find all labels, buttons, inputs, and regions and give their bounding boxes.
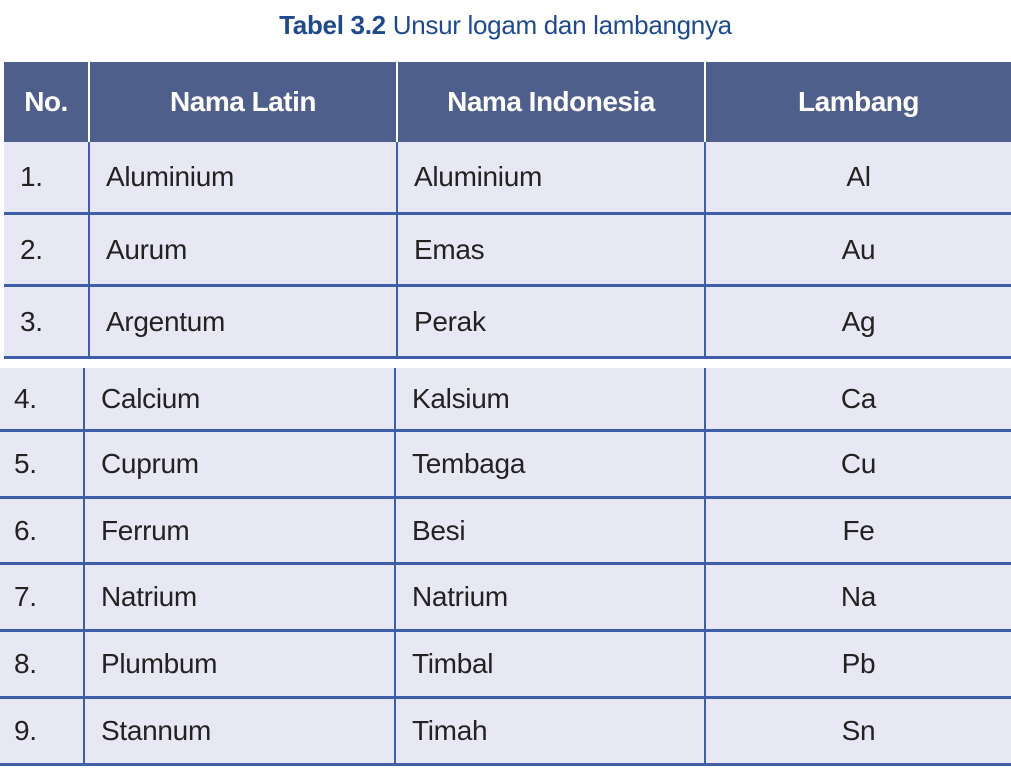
cell-nama-indonesia: Natrium — [396, 565, 706, 629]
cell-nama-latin: Stannum — [85, 699, 396, 763]
cell-nama-latin: Argentum — [90, 287, 398, 356]
table-caption-text: Unsur logam dan lambangnya — [392, 10, 732, 40]
table-row — [4, 287, 1011, 359]
cell-nama-indonesia: Timbal — [396, 632, 706, 696]
header-nama-latin: Nama Latin — [90, 62, 398, 142]
cell-nama-latin: Aurum — [90, 215, 398, 284]
cell-nama-latin: Plumbum — [85, 632, 396, 696]
cell-nama-indonesia: Perak — [398, 287, 706, 356]
cell-lambang: Pb — [841, 648, 876, 679]
table-body-lower — [0, 368, 1011, 766]
cell-lambang: Fe — [842, 514, 875, 546]
cell-lambang: Cu — [840, 448, 877, 479]
cell-nama-indonesia: Besi — [396, 499, 706, 562]
table-row — [4, 215, 1011, 287]
cell-lambang: Ca — [840, 382, 877, 414]
table-caption-label: Tabel 3.2 — [279, 10, 386, 40]
cell-nama-indonesia: Aluminium — [398, 142, 706, 212]
cell-no: 7. — [0, 565, 85, 629]
table-row — [0, 632, 1011, 699]
header-nama-indonesia: Nama Indonesia — [398, 62, 706, 142]
cell-no: 2. — [4, 215, 90, 284]
cell-nama-latin: Cuprum — [85, 432, 396, 496]
cell-nama-latin: Natrium — [85, 565, 396, 629]
cell-nama-indonesia: Kalsium — [396, 368, 706, 429]
cell-nama-latin: Calcium — [85, 368, 396, 429]
header-lambang: Lambang — [798, 86, 919, 117]
cell-no: 1. — [4, 142, 90, 212]
table-row — [4, 142, 1011, 215]
cell-lambang: Ag — [841, 305, 876, 337]
table-row — [0, 432, 1011, 499]
cell-no: 9. — [0, 699, 85, 763]
table-row — [0, 368, 1011, 432]
cell-lambang: Al — [846, 161, 871, 192]
header-no: No. — [4, 62, 90, 142]
cell-no: 3. — [4, 287, 90, 356]
cell-no: 6. — [0, 499, 85, 562]
table-row — [0, 699, 1011, 766]
cell-no: 5. — [0, 432, 85, 496]
cell-lambang: Na — [840, 581, 877, 612]
cell-nama-indonesia: Timah — [396, 699, 706, 763]
table-body-upper — [4, 142, 1011, 359]
cell-nama-latin: Aluminium — [90, 142, 398, 212]
cell-no: 4. — [0, 368, 85, 429]
table-row — [0, 499, 1011, 565]
cell-nama-latin: Ferrum — [85, 499, 396, 562]
table-caption — [0, 10, 1011, 41]
table-header-row — [4, 62, 1011, 142]
cell-no: 8. — [0, 632, 85, 696]
cell-lambang: Sn — [841, 715, 876, 746]
cell-lambang: Au — [841, 233, 876, 265]
cell-nama-indonesia: Emas — [398, 215, 706, 284]
cell-nama-indonesia: Tembaga — [396, 432, 706, 496]
table-row — [0, 565, 1011, 632]
